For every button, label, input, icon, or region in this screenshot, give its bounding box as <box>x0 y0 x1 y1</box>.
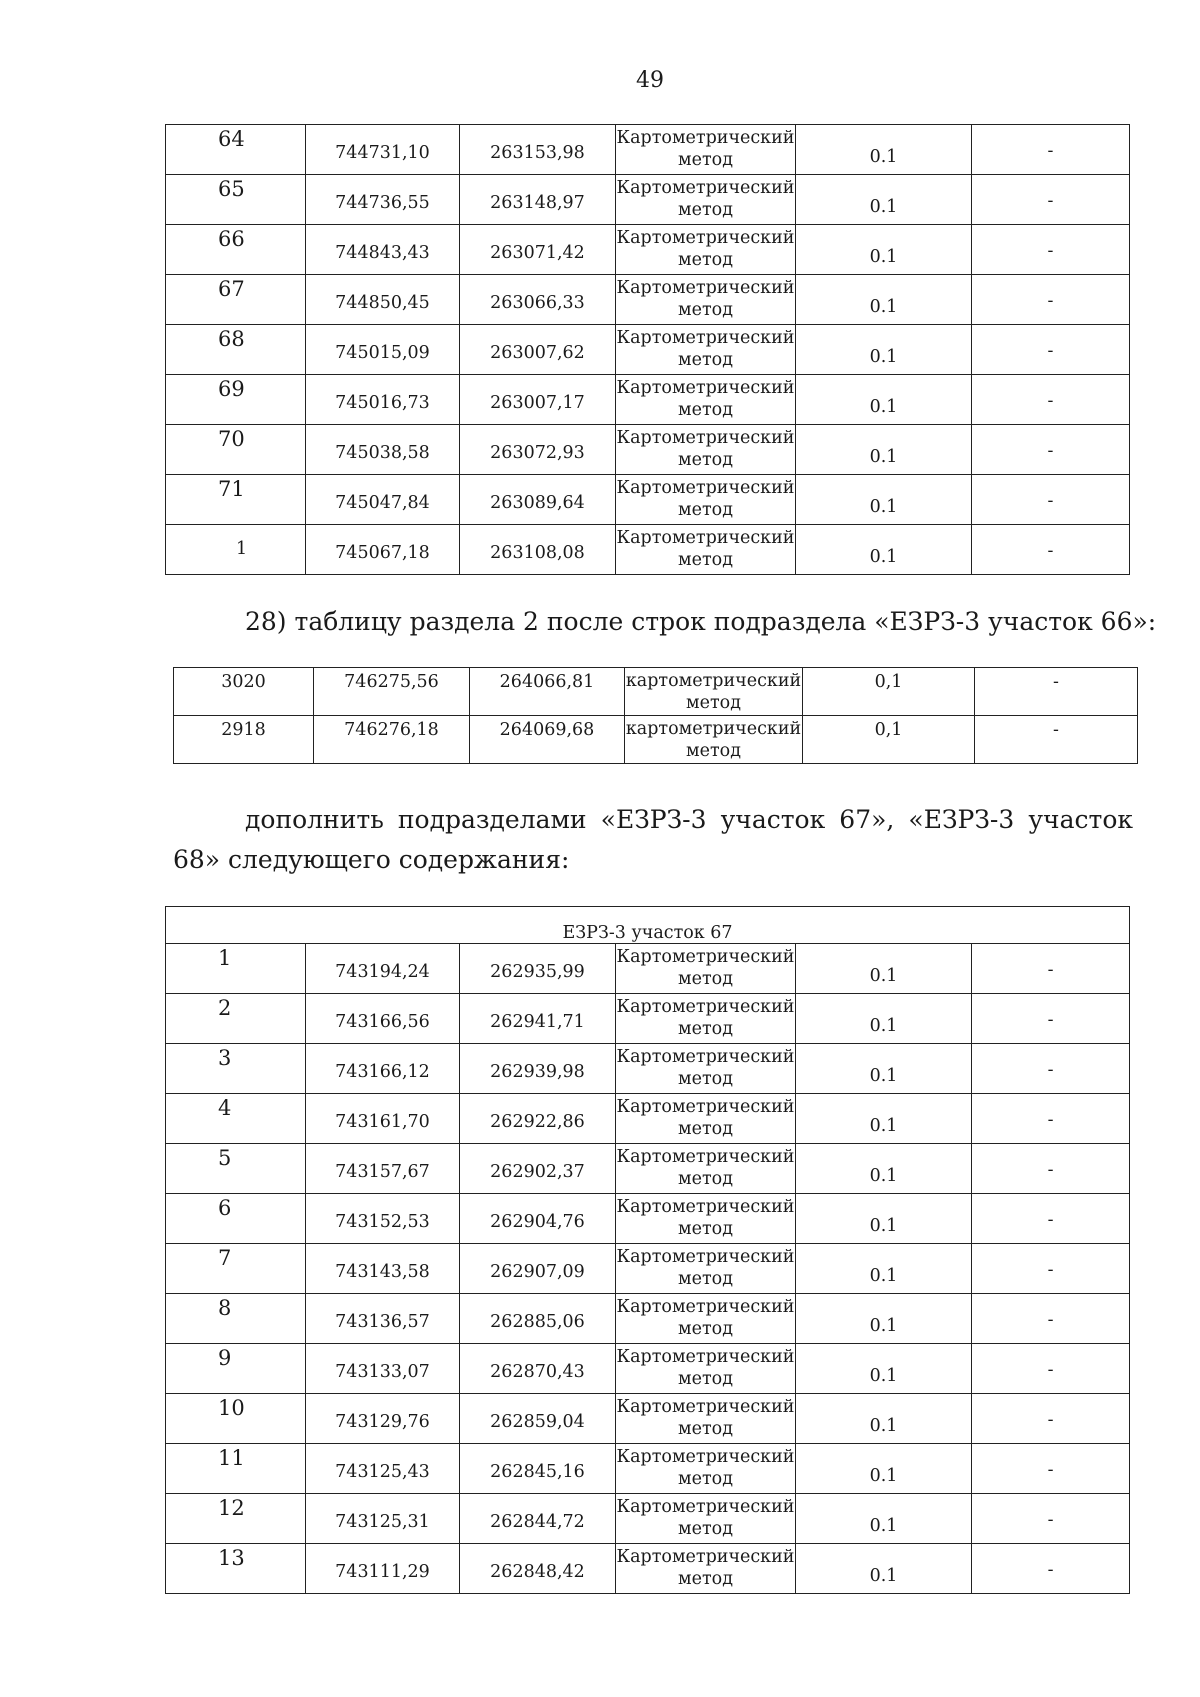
y-coordinate-cell: 263108,08 <box>460 525 616 575</box>
description-cell: - <box>972 375 1130 425</box>
point-number-cell: 10 <box>166 1394 306 1444</box>
table-row <box>166 1494 1130 1544</box>
x-coordinate-cell: 744850,45 <box>306 275 460 325</box>
table-subheader-row <box>166 907 1130 944</box>
description-cell: - <box>972 1244 1130 1294</box>
description-cell: - <box>972 325 1130 375</box>
table-row <box>166 125 1130 175</box>
table-row <box>166 225 1130 275</box>
point-number-cell: 7 <box>166 1244 306 1294</box>
point-number-cell: 65 <box>166 175 306 225</box>
method-cell: картометрический метод <box>625 716 803 764</box>
x-coordinate-cell: 743161,70 <box>306 1094 460 1144</box>
method-cell: Картометрический метод <box>616 325 796 375</box>
x-coordinate-cell: 745016,73 <box>306 375 460 425</box>
coordinates-table-section2 <box>173 667 1138 764</box>
method-cell: Картометрический метод <box>616 1194 796 1244</box>
precision-cell: 0.1 <box>796 1394 972 1444</box>
x-coordinate-cell: 743194,24 <box>306 944 460 994</box>
method-cell: Картометрический метод <box>616 225 796 275</box>
x-coordinate-cell: 743166,56 <box>306 994 460 1044</box>
description-cell: - <box>972 125 1130 175</box>
x-coordinate-cell: 743125,31 <box>306 1494 460 1544</box>
table-row <box>166 375 1130 425</box>
table-row <box>166 325 1130 375</box>
x-coordinate-cell: 743133,07 <box>306 1344 460 1394</box>
table-row <box>166 1394 1130 1444</box>
x-coordinate-cell: 744736,55 <box>306 175 460 225</box>
y-coordinate-cell: 263007,17 <box>460 375 616 425</box>
coordinates-table-continued <box>165 124 1130 575</box>
y-coordinate-cell: 263153,98 <box>460 125 616 175</box>
x-coordinate-cell: 743111,29 <box>306 1544 460 1594</box>
table-row <box>174 668 1138 716</box>
point-number-cell: 64 <box>166 125 306 175</box>
precision-cell: 0.1 <box>796 375 972 425</box>
precision-cell: 0.1 <box>796 225 972 275</box>
table-row <box>166 1144 1130 1194</box>
point-number-cell: 68 <box>166 325 306 375</box>
precision-cell: 0.1 <box>796 1494 972 1544</box>
y-coordinate-cell: 263148,97 <box>460 175 616 225</box>
y-coordinate-cell: 264069,68 <box>470 716 625 764</box>
point-number-cell: 3 <box>166 1044 306 1094</box>
point-number-cell: 2 <box>166 994 306 1044</box>
description-cell: - <box>972 275 1130 325</box>
table-row <box>166 525 1130 575</box>
method-cell: Картометрический метод <box>616 1044 796 1094</box>
method-cell: Картометрический метод <box>616 1144 796 1194</box>
description-cell: - <box>972 1094 1130 1144</box>
method-cell: Картометрический метод <box>616 525 796 575</box>
point-number-cell: 8 <box>166 1294 306 1344</box>
method-cell: Картометрический метод <box>616 125 796 175</box>
precision-cell: 0.1 <box>796 1344 972 1394</box>
y-coordinate-cell: 263072,93 <box>460 425 616 475</box>
precision-cell: 0.1 <box>796 325 972 375</box>
description-cell: - <box>972 994 1130 1044</box>
y-coordinate-cell: 263089,64 <box>460 475 616 525</box>
x-coordinate-cell: 746276,18 <box>314 716 470 764</box>
method-cell: Картометрический метод <box>616 1544 796 1594</box>
x-coordinate-cell: 745038,58 <box>306 425 460 475</box>
x-coordinate-cell: 745047,84 <box>306 475 460 525</box>
table1-body <box>166 125 1130 575</box>
precision-cell: 0.1 <box>796 1294 972 1344</box>
x-coordinate-cell: 746275,56 <box>314 668 470 716</box>
method-cell: Картометрический метод <box>616 475 796 525</box>
method-cell: Картометрический метод <box>616 1394 796 1444</box>
method-cell: Картометрический метод <box>616 275 796 325</box>
method-cell: Картометрический метод <box>616 1344 796 1394</box>
point-number-cell: 1 <box>166 525 306 575</box>
point-number-cell: 11 <box>166 1444 306 1494</box>
description-cell: - <box>972 1044 1130 1094</box>
y-coordinate-cell: 262848,42 <box>460 1544 616 1594</box>
method-cell: Картометрический метод <box>616 375 796 425</box>
table-row <box>166 1044 1130 1094</box>
precision-cell: 0.1 <box>796 1244 972 1294</box>
description-cell: - <box>972 1544 1130 1594</box>
method-cell: Картометрический метод <box>616 1294 796 1344</box>
point-number-cell: 13 <box>166 1544 306 1594</box>
table-row <box>166 1194 1130 1244</box>
description-cell: - <box>972 944 1130 994</box>
description-cell: - <box>972 1344 1130 1394</box>
description-cell: - <box>972 525 1130 575</box>
y-coordinate-cell: 262935,99 <box>460 944 616 994</box>
y-coordinate-cell: 263066,33 <box>460 275 616 325</box>
description-cell: - <box>972 1294 1130 1344</box>
y-coordinate-cell: 262870,43 <box>460 1344 616 1394</box>
point-number-cell: 70 <box>166 425 306 475</box>
x-coordinate-cell: 744843,43 <box>306 225 460 275</box>
method-cell: Картометрический метод <box>616 1094 796 1144</box>
method-cell: Картометрический метод <box>616 1244 796 1294</box>
table-row <box>174 716 1138 764</box>
method-cell: Картометрический метод <box>616 1444 796 1494</box>
point-number-cell: 9 <box>166 1344 306 1394</box>
table3-body <box>166 907 1130 1594</box>
table-row <box>166 1244 1130 1294</box>
precision-cell: 0.1 <box>796 944 972 994</box>
method-cell: Картометрический метод <box>616 944 796 994</box>
precision-cell: 0.1 <box>796 175 972 225</box>
precision-cell: 0.1 <box>796 1044 972 1094</box>
table-row <box>166 1544 1130 1594</box>
method-cell: Картометрический метод <box>616 1494 796 1544</box>
precision-cell: 0.1 <box>796 475 972 525</box>
x-coordinate-cell: 743166,12 <box>306 1044 460 1094</box>
page-number: 49 <box>636 68 664 93</box>
precision-cell: 0.1 <box>796 1144 972 1194</box>
table-row <box>166 425 1130 475</box>
x-coordinate-cell: 744731,10 <box>306 125 460 175</box>
table-row <box>166 275 1130 325</box>
y-coordinate-cell: 262844,72 <box>460 1494 616 1544</box>
method-cell: Картометрический метод <box>616 175 796 225</box>
y-coordinate-cell: 263071,42 <box>460 225 616 275</box>
description-cell: - <box>972 425 1130 475</box>
paragraph-supplement: дополнить подразделами «ЕЗРЗ-3 участок 67», «ЕЗРЗ-3 участок 68» следующего содержания: <box>173 805 1133 874</box>
point-number-cell: 1 <box>166 944 306 994</box>
x-coordinate-cell: 743143,58 <box>306 1244 460 1294</box>
precision-cell: 0.1 <box>796 425 972 475</box>
table-row <box>166 944 1130 994</box>
precision-cell: 0,1 <box>803 716 975 764</box>
table-row <box>166 475 1130 525</box>
table-row <box>166 1094 1130 1144</box>
point-number-cell: 2918 <box>174 716 314 764</box>
description-cell: - <box>972 225 1130 275</box>
y-coordinate-cell: 263007,62 <box>460 325 616 375</box>
description-cell: - <box>972 1394 1130 1444</box>
x-coordinate-cell: 743152,53 <box>306 1194 460 1244</box>
description-cell: - <box>972 175 1130 225</box>
point-number-cell: 4 <box>166 1094 306 1144</box>
y-coordinate-cell: 262845,16 <box>460 1444 616 1494</box>
y-coordinate-cell: 264066,81 <box>470 668 625 716</box>
table-row <box>166 1344 1130 1394</box>
precision-cell: 0.1 <box>796 1444 972 1494</box>
y-coordinate-cell: 262859,04 <box>460 1394 616 1444</box>
y-coordinate-cell: 262907,09 <box>460 1244 616 1294</box>
description-cell: - <box>975 716 1138 764</box>
table-row <box>166 1294 1130 1344</box>
precision-cell: 0.1 <box>796 125 972 175</box>
precision-cell: 0.1 <box>796 1094 972 1144</box>
description-cell: - <box>975 668 1138 716</box>
point-number-cell: 71 <box>166 475 306 525</box>
description-cell: - <box>972 1444 1130 1494</box>
point-number-cell: 5 <box>166 1144 306 1194</box>
point-number-cell: 66 <box>166 225 306 275</box>
x-coordinate-cell: 743157,67 <box>306 1144 460 1194</box>
x-coordinate-cell: 743129,76 <box>306 1394 460 1444</box>
point-number-cell: 3020 <box>174 668 314 716</box>
y-coordinate-cell: 262902,37 <box>460 1144 616 1194</box>
table-subheader: ЕЗРЗ-3 участок 67 <box>166 907 1130 944</box>
method-cell: Картометрический метод <box>616 425 796 475</box>
precision-cell: 0.1 <box>796 525 972 575</box>
y-coordinate-cell: 262941,71 <box>460 994 616 1044</box>
paragraph-amendment-28: 28) таблицу раздела 2 после строк подраздела «ЕЗРЗ-3 участок 66»: <box>245 607 1157 636</box>
method-cell: Картометрический метод <box>616 994 796 1044</box>
description-cell: - <box>972 1144 1130 1194</box>
description-cell: - <box>972 1194 1130 1244</box>
x-coordinate-cell: 743136,57 <box>306 1294 460 1344</box>
table2-body <box>174 668 1138 764</box>
x-coordinate-cell: 745015,09 <box>306 325 460 375</box>
point-number-cell: 12 <box>166 1494 306 1544</box>
point-number-cell: 6 <box>166 1194 306 1244</box>
y-coordinate-cell: 262922,86 <box>460 1094 616 1144</box>
precision-cell: 0.1 <box>796 1544 972 1594</box>
table-row <box>166 1444 1130 1494</box>
precision-cell: 0.1 <box>796 1194 972 1244</box>
y-coordinate-cell: 262885,06 <box>460 1294 616 1344</box>
precision-cell: 0.1 <box>796 275 972 325</box>
table-row <box>166 994 1130 1044</box>
method-cell: картометрический метод <box>625 668 803 716</box>
x-coordinate-cell: 745067,18 <box>306 525 460 575</box>
coordinates-table-plot-67 <box>165 906 1130 1594</box>
point-number-cell: 67 <box>166 275 306 325</box>
y-coordinate-cell: 262904,76 <box>460 1194 616 1244</box>
description-cell: - <box>972 475 1130 525</box>
precision-cell: 0.1 <box>796 994 972 1044</box>
description-cell: - <box>972 1494 1130 1544</box>
x-coordinate-cell: 743125,43 <box>306 1444 460 1494</box>
y-coordinate-cell: 262939,98 <box>460 1044 616 1094</box>
table-row <box>166 175 1130 225</box>
precision-cell: 0,1 <box>803 668 975 716</box>
point-number-cell: 69 <box>166 375 306 425</box>
